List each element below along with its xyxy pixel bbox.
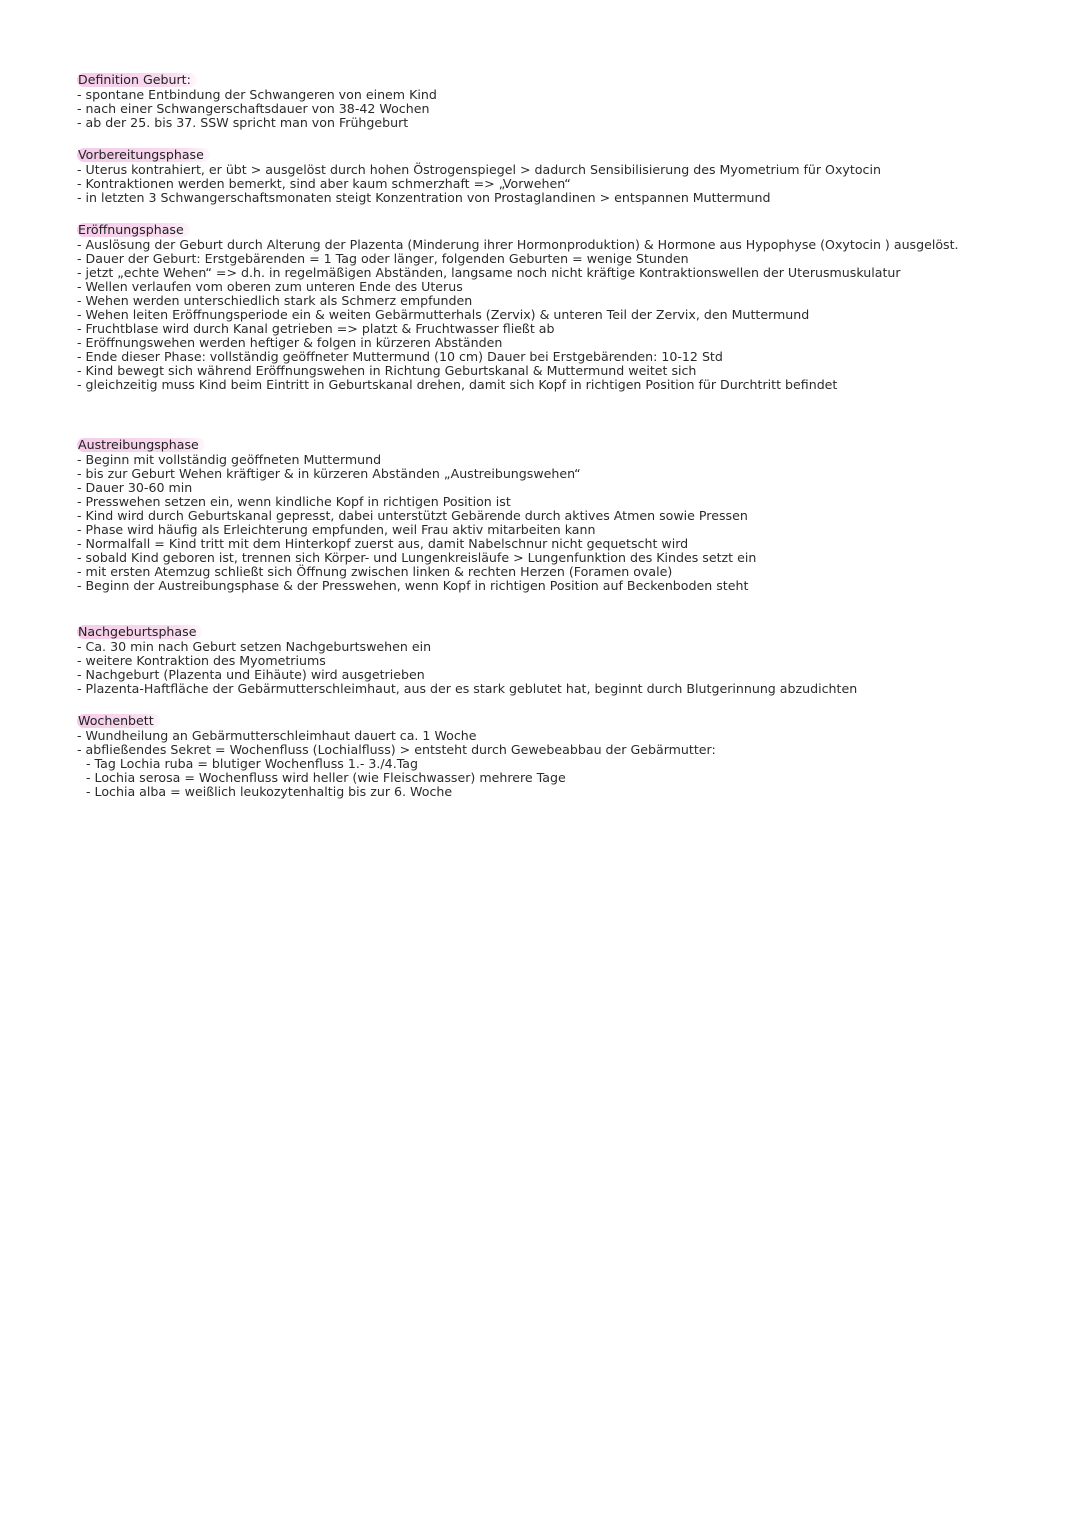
list-item: - in letzten 3 Schwangerschaftsmonaten steigt Konzentration von Prostaglandinen > entspannen Muttermund xyxy=(77,190,771,205)
list-item: - mit ersten Atemzug schließt sich Öffnung zwischen linken & rechten Herzen (Foramen ovale) xyxy=(77,564,673,579)
section-heading: Definition Geburt: xyxy=(77,73,197,87)
list-item: - Plazenta-Haftfläche der Gebärmutterschleimhaut, aus der es stark geblutet hat, beginnt durch Blutgerinnung abzudichten xyxy=(77,681,858,696)
list-item: - Dauer 30-60 min xyxy=(77,480,193,495)
list-item: - Wehen werden unterschiedlich stark als Schmerz empfunden xyxy=(77,293,473,308)
list-item: - Fruchtblase wird durch Kanal getrieben => platzt & Fruchtwasser fließt ab xyxy=(77,321,555,336)
document-body xyxy=(77,69,1067,799)
list-item: - Wellen verlaufen vom oberen zum unteren Ende des Uterus xyxy=(77,279,463,294)
section-wochenbett xyxy=(77,710,1067,799)
section-eroeffnungsphase xyxy=(77,219,1067,392)
sub-list-item: - Lochia alba = weißlich leukozytenhaltig bis zur 6. Woche xyxy=(86,784,453,799)
section-vorbereitungsphase xyxy=(77,144,1067,205)
section-heading: Wochenbett xyxy=(77,714,160,728)
section-heading: Nachgeburtsphase xyxy=(77,625,202,639)
list-item: - Beginn mit vollständig geöffneten Muttermund xyxy=(77,452,382,467)
list-item: - Nachgeburt (Plazenta und Eihäute) wird ausgetrieben xyxy=(77,667,425,682)
list-item: - jetzt „echte Wehen“ => d.h. in regelmäßigen Abständen, langsame noch nicht kräftige Kontraktionswellen der Uterusmuskulatur xyxy=(77,265,901,280)
section-definition-geburt xyxy=(77,69,1067,130)
list-item: - Ende dieser Phase: vollständig geöffneter Muttermund (10 cm) Dauer bei Erstgebärenden: 10-12 Std xyxy=(77,349,723,364)
list-item: - Ca. 30 min nach Geburt setzen Nachgeburtswehen ein xyxy=(77,639,432,654)
list-item: - Normalfall = Kind tritt mit dem Hinterkopf zuerst aus, damit Nabelschnur nicht gequetscht wird xyxy=(77,536,689,551)
list-item: - Eröffnungswehen werden heftiger & folgen in kürzeren Abständen xyxy=(77,335,503,350)
section-heading: Eröffnungsphase xyxy=(77,223,190,237)
list-item: - Beginn der Austreibungsphase & der Presswehen, wenn Kopf in richtigen Position auf Beckenboden steht xyxy=(77,578,749,593)
list-item: - Kind wird durch Geburtskanal gepresst, dabei unterstützt Gebärende durch aktives Atmen sowie Pressen xyxy=(77,508,748,523)
section-heading: Austreibungsphase xyxy=(77,438,205,452)
list-item: - sobald Kind geboren ist, trennen sich Körper- und Lungenkreisläufe > Lungenfunktion des Kindes setzt ein xyxy=(77,550,757,565)
section-austreibungsphase xyxy=(77,434,1067,593)
list-item: - Wundheilung an Gebärmutterschleimhaut dauert ca. 1 Woche xyxy=(77,728,477,743)
sub-list-item: - Lochia serosa = Wochenfluss wird heller (wie Fleischwasser) mehrere Tage xyxy=(86,770,566,785)
list-item: - spontane Entbindung der Schwangeren von einem Kind xyxy=(77,87,437,102)
list-item: - Phase wird häufig als Erleichterung empfunden, weil Frau aktiv mitarbeiten kann xyxy=(77,522,596,537)
list-item: - Kontraktionen werden bemerkt, sind aber kaum schmerzhaft => „Vorwehen“ xyxy=(77,176,571,191)
sub-list-item: - Tag Lochia ruba = blutiger Wochenfluss 1.- 3./4.Tag xyxy=(86,756,419,771)
list-item: - weitere Kontraktion des Myometriums xyxy=(77,653,326,668)
list-item: - Presswehen setzen ein, wenn kindliche Kopf in richtigen Position ist xyxy=(77,494,511,509)
list-item: - bis zur Geburt Wehen kräftiger & in kürzeren Abständen „Austreibungswehen“ xyxy=(77,466,581,481)
section-nachgeburtsphase xyxy=(77,621,1067,696)
list-item: - gleichzeitig muss Kind beim Eintritt in Geburtskanal drehen, damit sich Kopf in richtigen Position für Durchtritt befindet xyxy=(77,377,838,392)
list-item: - ab der 25. bis 37. SSW spricht man von Frühgeburt xyxy=(77,115,409,130)
list-item: - Wehen leiten Eröffnungsperiode ein & weiten Gebärmutterhals (Zervix) & unteren Teil der Zervix, den Muttermund xyxy=(77,307,810,322)
list-item: - Kind bewegt sich während Eröffnungswehen in Richtung Geburtskanal & Muttermund weitet sich xyxy=(77,363,697,378)
list-item: - Dauer der Geburt: Erstgebärenden = 1 Tag oder länger, folgenden Geburten = wenige Stunden xyxy=(77,251,689,266)
list-item: - nach einer Schwangerschaftsdauer von 38-42 Wochen xyxy=(77,101,430,116)
list-item: - Auslösung der Geburt durch Alterung der Plazenta (Minderung ihrer Hormonproduktion) & Hormone aus Hypophyse (Oxytocin ) ausgelöst. xyxy=(77,237,959,252)
list-item: - abfließendes Sekret = Wochenfluss (Lochialfluss) > entsteht durch Gewebeabbau der Gebärmutter: xyxy=(77,742,716,757)
section-heading: Vorbereitungsphase xyxy=(77,148,210,162)
list-item: - Uterus kontrahiert, er übt > ausgelöst durch hohen Östrogenspiegel > dadurch Sensibilisierung des Myometrium für Oxytocin xyxy=(77,162,881,177)
